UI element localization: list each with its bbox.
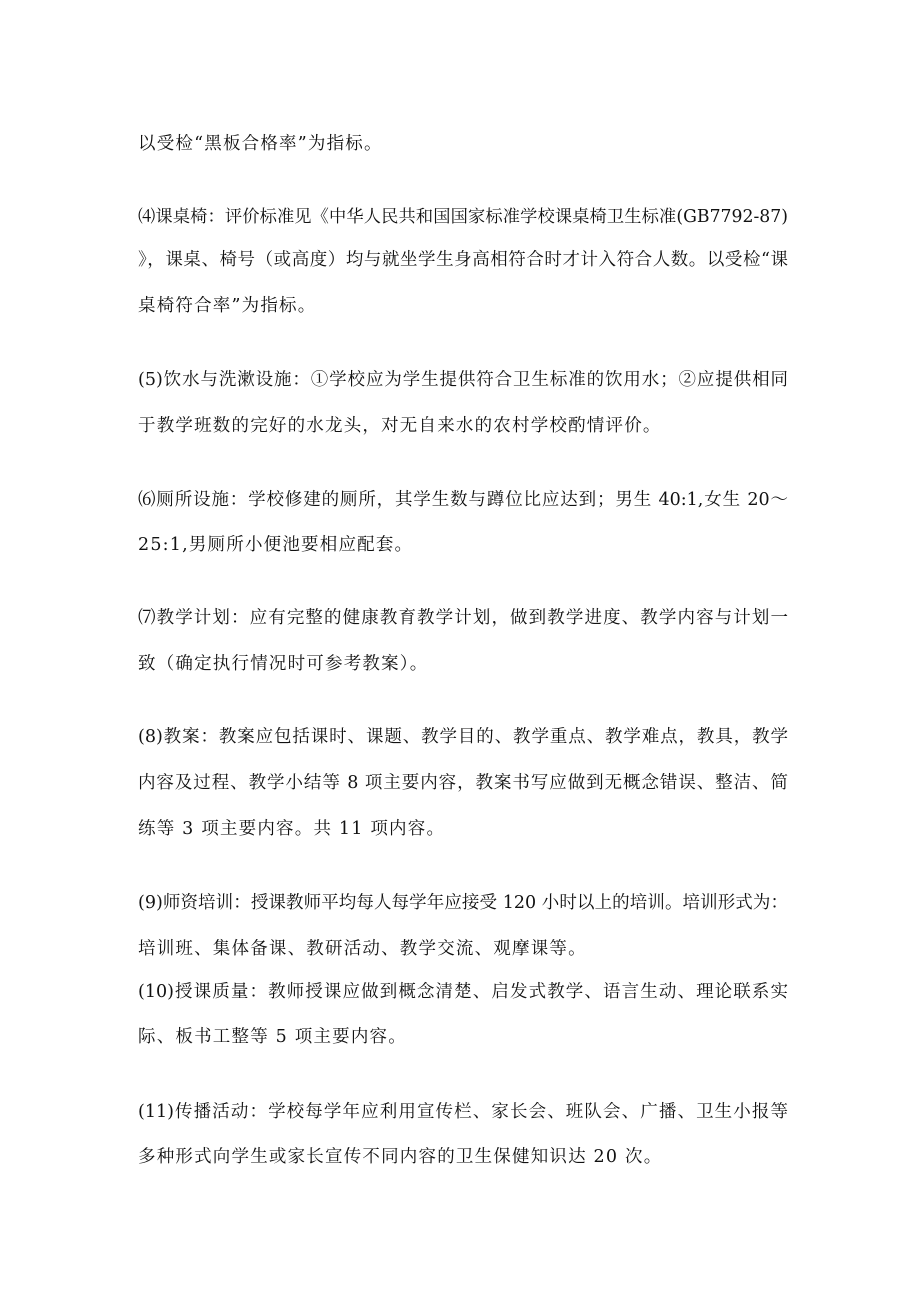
text-line: 际、板书工整等 5 项主要内容。 xyxy=(138,1027,407,1047)
text-line: 培训班、集体备课、教研活动、教学交流、观摩课等。 xyxy=(138,939,587,959)
text-line: 桌椅符合率”为指标。 xyxy=(138,296,317,316)
text-line: 内容及过程、教学小结等 8 项主要内容，教案书写应做到无概念错误、整洁、简 xyxy=(138,773,788,793)
text-line: (5)饮水与洗漱设施：①学校应为学生提供符合卫生标准的饮用水；②应提供相同 xyxy=(138,370,788,390)
text-line: 练等 3 项主要内容。共 11 项内容。 xyxy=(138,819,446,839)
text-line: 于教学班数的完好的水龙头，对无自来水的农村学校酌情评价。 xyxy=(138,416,662,436)
text-line: ⑷课桌椅：评价标准见《中华人民共和国国家标准学校课桌椅卫生标准(GB7792-87) xyxy=(138,207,788,227)
text-line: 多种形式向学生或家长宣传不同内容的卫生保健知识达 20 次。 xyxy=(138,1147,663,1167)
text-line: (9)师资培训：授课教师平均每人每学年应接受 120 小时以上的培训。培训形式为： xyxy=(138,893,788,913)
text-line: 25:1,男厕所小便池要相应配套。 xyxy=(138,535,414,555)
text-line: ⑺教学计划：应有完整的健康教育教学计划，做到教学进度、教学内容与计划一 xyxy=(138,608,788,628)
text-line: (10)授课质量：教师授课应做到概念清楚、启发式教学、语言生动、理论联系实 xyxy=(138,982,788,1002)
text-line: 》，课桌、椅号（或高度）均与就坐学生身高相符合时才计入符合人数。以受检“课 xyxy=(138,250,788,270)
text-line: (8)教案：教案应包括课时、课题、教学目的、教学重点、教学难点，教具，教学 xyxy=(138,727,788,747)
text-line: ⑹厕所设施：学校修建的厕所，其学生数与蹲位比应达到；男生 40:1,女生 20～ xyxy=(138,490,788,510)
text-line: 以受检“黑板合格率”为指标。 xyxy=(138,134,383,154)
text-line: 致（确定执行情况时可参考教案）。 xyxy=(138,654,429,674)
text-line: (11)传播活动：学校每学年应利用宣传栏、家长会、班队会、广播、卫生小报等 xyxy=(138,1102,788,1122)
